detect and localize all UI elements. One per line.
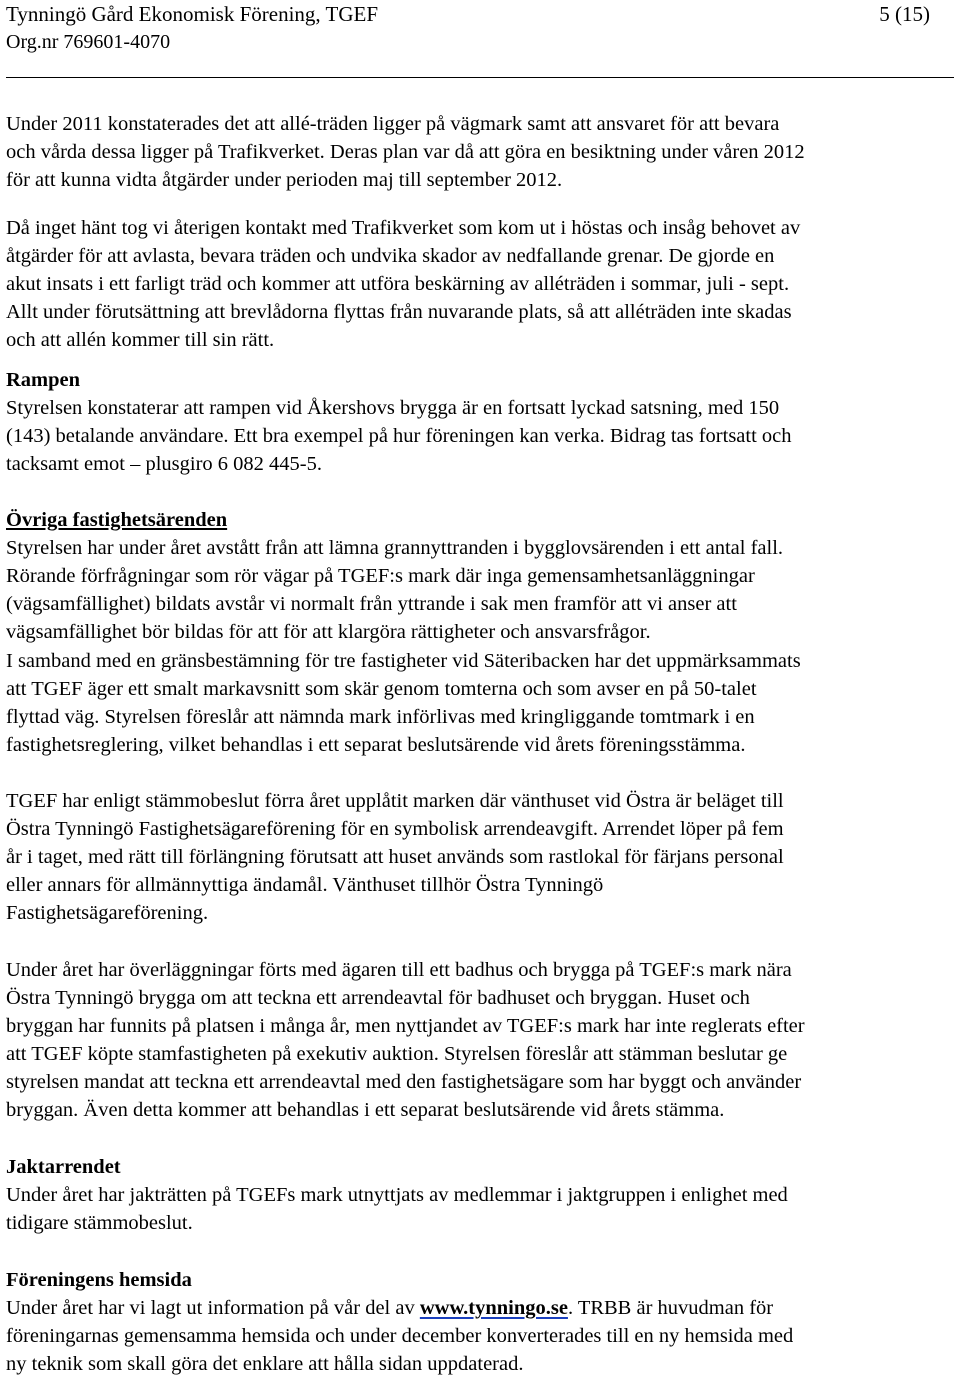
body-line: och vårda dessa ligger på Trafikverket. Deras plan var då att göra en besiktning under våren 2012 [6, 141, 805, 163]
body-line: Rörande förfrågningar som rör vägar på TGEF:s mark där inga gemensamhetsanläggningar [6, 565, 755, 587]
body-line: Östra Tynningö Fastighetsägareförening för en symbolisk arrendeavgift. Arrendet löper på fem [6, 818, 784, 840]
body-line: (vägsamfällighet) bildats avstår vi normalt från yttrande i sak men framför att vi anser att [6, 593, 737, 615]
body-line: och att allén kommer till sin rätt. [6, 329, 275, 351]
body-line: Allt under förutsättning att brevlådorna flyttas från nuvarande plats, så att alléträden inte skadas [6, 301, 792, 323]
body-line: Styrelsen har under året avstått från att lämna grannyttranden i bygglovsärenden i ett antal fall. [6, 537, 784, 559]
body-line: tidigare stämmobeslut. [6, 1212, 193, 1234]
body-line: tacksamt emot – plusgiro 6 082 445-5. [6, 453, 322, 475]
body-line: ny teknik som skall göra det enklare att hålla sidan uppdaterad. [6, 1353, 524, 1375]
section-heading-hemsida: Föreningens hemsida [6, 1269, 192, 1291]
section-heading-ovriga: Övriga fastighetsärenden [6, 509, 228, 531]
body-line-with-link [6, 1296, 773, 1320]
body-line: för att kunna vidta åtgärder under perioden maj till september 2012. [6, 169, 563, 191]
body-line: Under året har jakträtten på TGEFs mark utnyttjats av medlemmar i jaktgruppen i enlighet med [6, 1184, 788, 1206]
body-line: vägsamfällighet bör bildas för att för att klargöra rättigheter och ansvarsfrågor. [6, 621, 651, 643]
body-line: Då inget hänt tog vi återigen kontakt med Trafikverket som kom ut i höstas och insåg behovet av [6, 217, 801, 239]
header-divider [6, 77, 954, 78]
body-line: Styrelsen konstaterar att rampen vid Åkershovs brygga är en fortsatt lyckad satsning, med 150 [6, 397, 780, 419]
body-line: flyttad väg. Styrelsen föreslår att nämnda mark införlivas med kringliggande tomtmark i en [6, 706, 755, 728]
body-line: eller annars för allmännyttiga ändamål. Vänthuset tillhör Östra Tynningö [6, 874, 604, 896]
body-line: styrelsen mandat att teckna ett arrendeavtal med den fastighetsägare som har byggt och använder [6, 1071, 802, 1093]
body-text: . TRBB är huvudman för [567, 1297, 774, 1319]
header-page-number: 5 (15) [879, 2, 930, 26]
body-line: fastighetsreglering, vilket behandlas i ett separat beslutsärende vid årets föreningsstämma. [6, 734, 746, 756]
body-line: år i taget, med rätt till förlängning förutsatt att huset används som rastlokal för färjans personal [6, 846, 784, 868]
body-line: åtgärder för att avlasta, bevara träden och undvika skador av nedfallande grenar. De gjorde en [6, 245, 775, 267]
header-org-nr: Org.nr 769601-4070 [6, 31, 171, 53]
body-line: (143) betalande användare. Ett bra exempel på hur föreningen kan verka. Bidrag tas fortsatt och [6, 425, 792, 447]
body-line: att TGEF äger ett smalt markavsnitt som skär genom tomterna och som avser en på 50-talet [6, 678, 757, 700]
body-line: akut insats i ett farligt träd och kommer att utföra beskärning av alléträden i sommar, juli - sept. [6, 273, 790, 295]
body-line: Östra Tynningö brygga om att teckna ett arrendeavtal för badhuset och bryggan. Huset och [6, 987, 750, 1009]
website-link[interactable]: www.tynningo.se [419, 1297, 568, 1319]
body-line: bryggan. Även detta kommer att behandlas i ett separat beslutsärende vid årets stämma. [6, 1099, 725, 1121]
body-line: TGEF har enligt stämmobeslut förra året upplåtit marken där vänthuset vid Östra är beläget till [6, 790, 784, 812]
section-heading-jaktarrendet: Jaktarrendet [6, 1156, 121, 1178]
header-org-name: Tynningö Gård Ekonomisk Förening, TGEF [6, 2, 379, 26]
body-line: Fastighetsägareförening. [6, 902, 209, 924]
body-line: Under året har överläggningar förts med ägaren till ett badhus och brygga på TGEF:s mark nära [6, 959, 792, 981]
body-line: att TGEF köpte stamfastigheten på exekutiv auktion. Styrelsen föreslår att stämman beslutar ge [6, 1043, 788, 1065]
section-heading-rampen: Rampen [6, 369, 81, 391]
body-line: bryggan har funnits på platsen i många år, men nyttjandet av TGEF:s mark har inte reglerats efter [6, 1015, 805, 1037]
body-line: föreningarnas gemensamma hemsida och under december konverterades till en ny hemsida med [6, 1325, 794, 1347]
body-line: Under 2011 konstaterades det att allé-träden ligger på vägmark samt att ansvaret för att bevara [6, 113, 780, 135]
body-line: I samband med en gränsbestämning för tre fastigheter vid Säteribacken har det uppmärksammats [6, 650, 801, 672]
body-text: Under året har vi lagt ut information på vår del av [6, 1297, 420, 1319]
